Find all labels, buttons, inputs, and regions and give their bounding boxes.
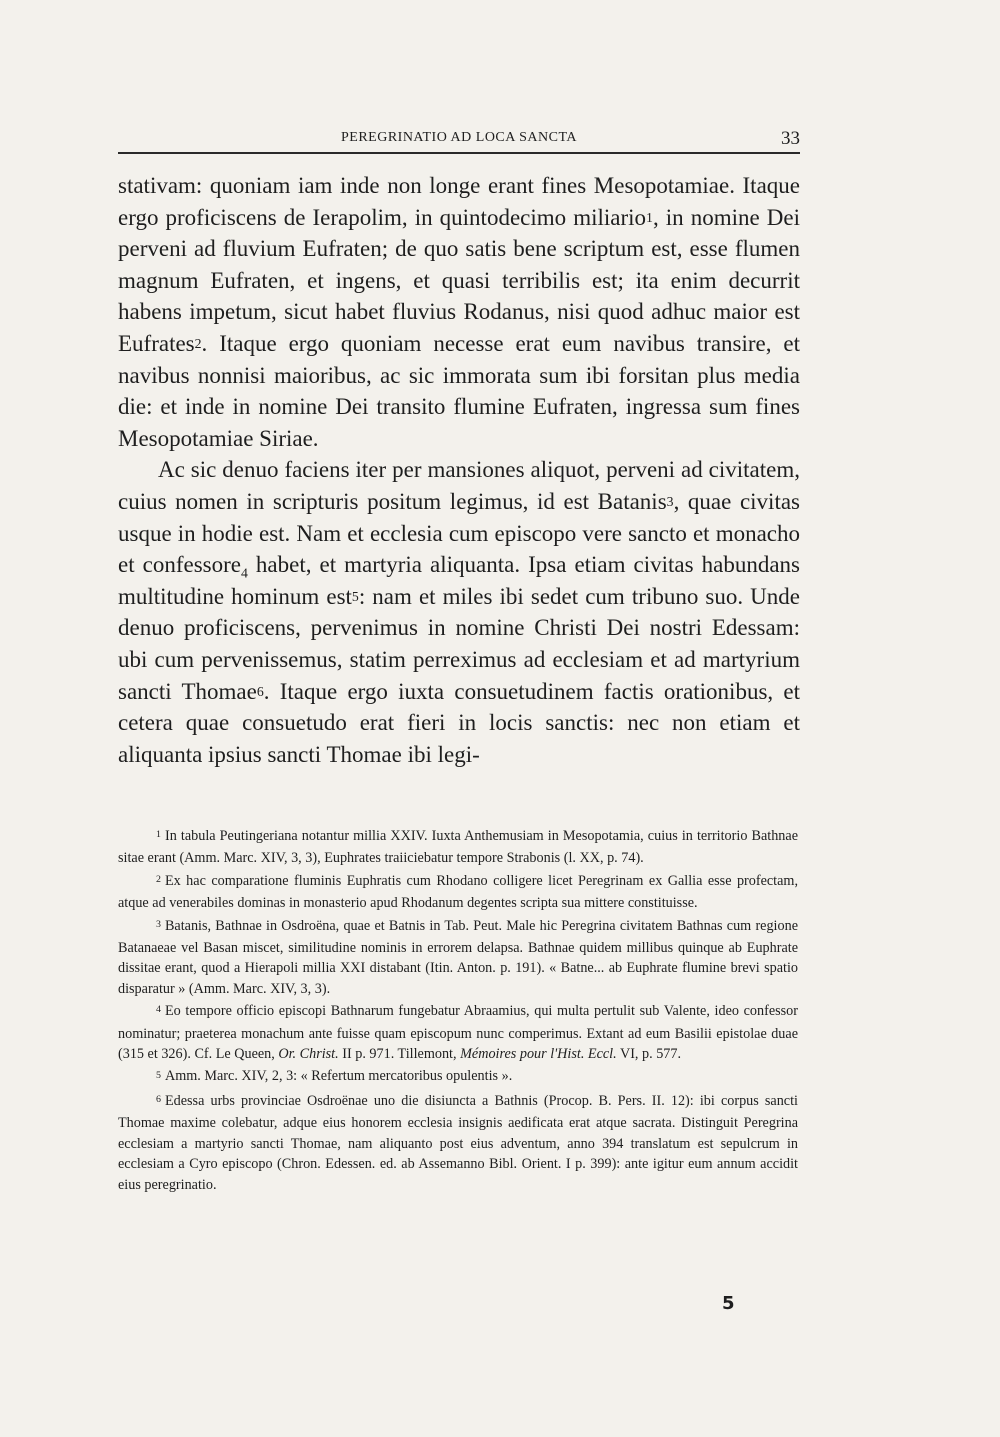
footnote-text: Eo tempore officio episcopi Bathnarum fungebatur Abraamius, qui multa pertulit sub Valente, ideo confessor nominatur; praeterea monachum ante fuisse quam episcopum nunc comperimus. Extant ad eum Basilii epistolae duae (315 et 326). Cf. Le Queen, — [118, 1003, 798, 1063]
main-text — [118, 170, 800, 770]
paragraph-text: Ac sic denuo faciens iter per mansiones aliquot, perveni ad civitatem, cuius nomen in scripturis positum legimus, id est Batanis — [118, 457, 800, 514]
footnote-number: 4 — [156, 1004, 161, 1016]
footnote-ref: 3 — [666, 494, 674, 510]
footnote-4 — [118, 1001, 798, 1064]
paragraph-text: . Itaque ergo iuxta consuetudinem factis orationibus, et cetera quae consuetudo erat fieri in locis sanctis: nec non etiam et aliquanta ipsius sancti Thomae ibi legi- — [118, 678, 800, 767]
paragraph-2 — [118, 454, 800, 770]
paragraph-text: , in nomine Dei perveni ad fluvium Eufraten; de quo satis bene scriptum est, esse flumen magnum Eufraten, et ingens, et quasi terribilis est; ita enim decurrit habens impetum, sicut habet fluvius Rodanus, nisi quod adhuc maior est Eufrates — [118, 204, 800, 356]
footnotes — [118, 826, 798, 1197]
paragraph-1 — [118, 170, 800, 454]
footnote-ref: 5 — [351, 588, 359, 604]
footnote-number: 5 — [156, 1069, 161, 1081]
footnote-5 — [118, 1066, 798, 1088]
footnote-text: VI, p. 577. — [616, 1046, 682, 1063]
footnote-ref: 6 — [256, 683, 264, 699]
footnote-text: II p. 971. Tillemont, — [338, 1046, 461, 1063]
footnote-1 — [118, 826, 798, 869]
footnote-number: 6 — [156, 1093, 161, 1105]
page-number: 33 — [781, 128, 800, 149]
paragraph-text: stativam: quoniam iam inde non longe erant fines Mesopotamiae. Itaque ergo proficiscens de Ierapolim, in quintodecimo miliario — [118, 173, 800, 230]
footnote-text: Edessa urbs provinciae Osdroënae uno die disiuncta a Bathnis (Procop. B. Pers. II. 12): ibi corpus sancti Thomae maxime colebatur, adque eius honorem ecclesia insignis aedificata erat atque sacrata. Distinguit Peregrina ecclesiam a martyrio sancti Thomae, nam aliquanto post eius adventum, anno 394 translatum est sepulcrum in ecclesiam a Cyro episcopo (Chron. Edessen. ed. ab Assemanno Bibl. Orient. I p. 399): ante igitur eum annum accidit eius peregrinatio. — [118, 1092, 798, 1193]
footnote-2 — [118, 871, 798, 914]
footnote-citation-title: Mémoires pour l'Hist. Eccl. — [460, 1046, 617, 1063]
footnote-ref: 1 — [646, 209, 653, 225]
paragraph-text: habet, et martyria aliquanta. Ipsa etiam civitas habundans multitudine hominum est — [118, 552, 800, 609]
signature-mark: 5 — [722, 1293, 735, 1314]
footnote-text: In tabula Peutingeriana notantur millia XXIV. Iuxta Anthemusiam in Mesopotamia, cuius in territorio Bathnae sitae erant (Amm. Marc. XIV, 3, 3), Euphrates traiiciebatur tempore Strabonis (l. XX, p. 74). — [118, 828, 798, 867]
paragraph-text: . Itaque ergo quoniam necesse erat eum navibus transire, et navibus nonnisi maioribus, ac sic immorata sum ibi forsitan plus media die: et inde in nomine Dei transito flumine Eufraten, ingressa sum fines Mesopotamiae Siriae. — [118, 330, 800, 451]
footnote-3 — [118, 916, 798, 1000]
paragraph-text: , quae civitas usque in hodie est. Nam et ecclesia cum episcopo vere sancto et monacho et confessore — [118, 488, 800, 578]
running-head — [118, 126, 800, 154]
running-title: PEREGRINATIO AD LOCA SANCTA — [340, 130, 577, 145]
footnote-number: 3 — [156, 918, 161, 930]
footnote-6 — [118, 1091, 798, 1195]
footnote-ref: 2 — [194, 336, 202, 352]
footnote-number: 2 — [156, 873, 161, 885]
footnote-citation-title: Or. Christ. — [278, 1046, 339, 1063]
paragraph-text: : nam et miles ibi sedet cum tribuno suo. Unde denuo proficiscens, pervenimus in nomine Christi Dei nostri Edessam: ubi cum pervenissemus, statim perreximus ad ecclesiam et ad martyrium sancti Thomae — [118, 583, 800, 704]
footnote-text: Batanis, Bathnae in Osdroëna, quae et Batnis in Tab. Peut. Male hic Peregrina civitatem Bathnas cum regione Batanaeae vel Basan miscet, similitudine nominis in errorem delapsa. Bathnae quidem millibus quinque ab Euphrate dissitae erant, quod a Hierapoli millia XXI distabant (Itin. Anton. p. 191). « Batne... ab Euphrate flumine brevi spatio disparatur » (Amm. Marc. XIV, 3, 3). — [118, 917, 798, 997]
footnote-text: Ex hac comparatione fluminis Euphratis cum Rhodano colligere licet Peregrinam ex Gallia esse profectam, atque ad venerabiles dominas in monasterio apud Rhodanum degentes scripta sua mittere constituisse. — [118, 872, 798, 912]
footnote-text: Amm. Marc. XIV, 2, 3: « Refertum mercatoribus opulentis ». — [164, 1068, 513, 1085]
footnote-number: 1 — [156, 829, 161, 841]
footnote-ref: 4 — [240, 565, 248, 581]
